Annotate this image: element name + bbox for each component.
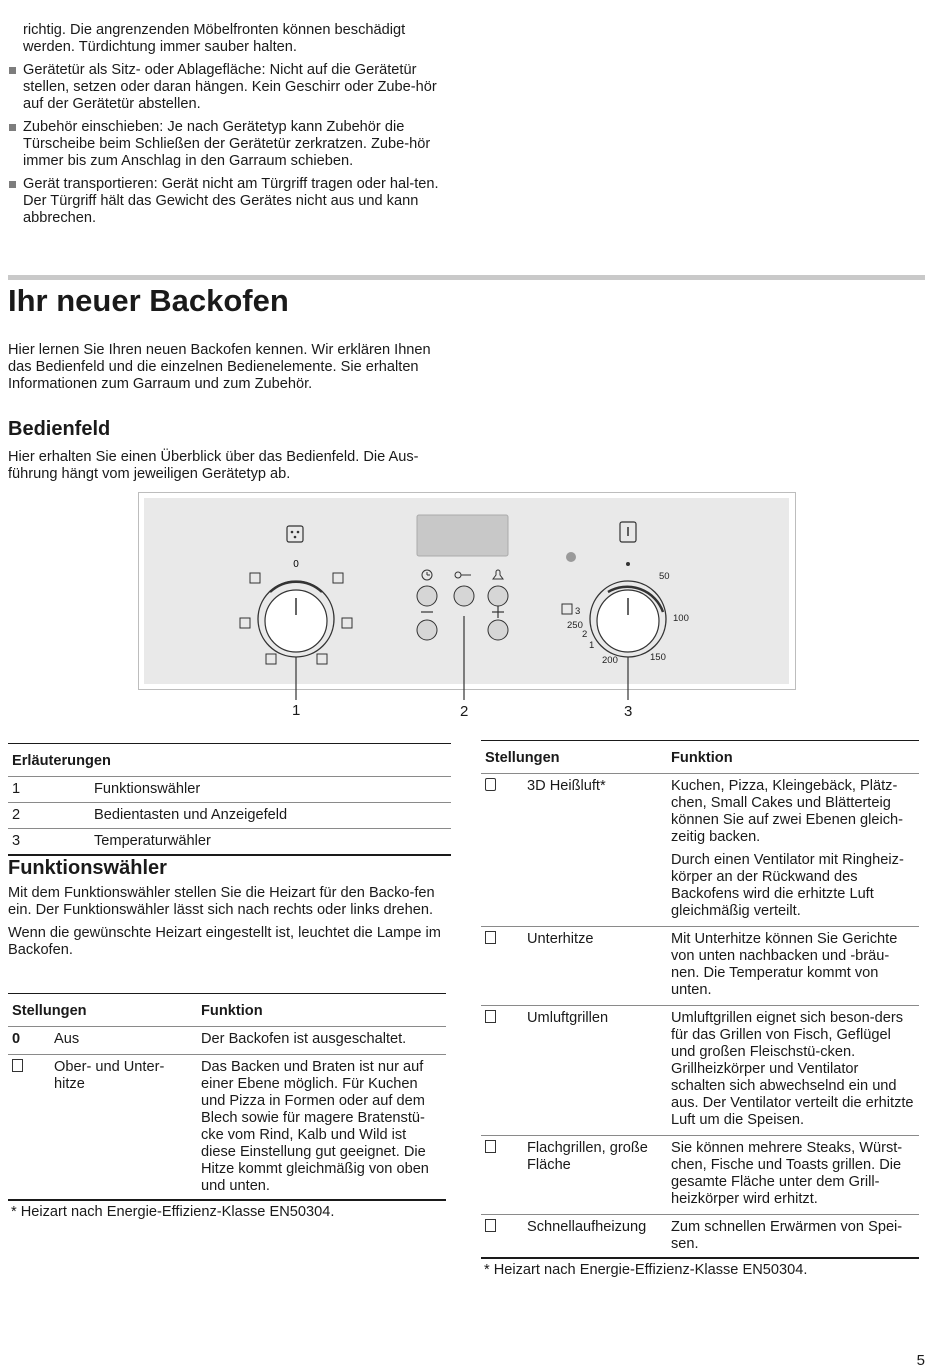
section-title: Ihr neuer Backofen (8, 283, 289, 318)
legend-header: Erläuterungen (12, 753, 111, 769)
control-buttons (417, 570, 508, 700)
table-row (481, 927, 919, 1006)
rapid-heat-icon (250, 573, 260, 583)
legend-table (8, 743, 451, 856)
bullet-text: Gerätetür als Sitz- oder Ablagefläche: Nicht auf die Gerätetür stellen, setzen oder daran hängen. Kein Geschirr oder Zube-hör auf der Gerätetür abstellen. (23, 62, 437, 112)
function-text: Mit Unterhitze können Sie Gerichte von unten nachbacken und -bräu-nen. Die Temperatur kommt von unten. (671, 931, 898, 998)
bullet-text: Zubehör einschieben: Je nach Gerätetyp kann Zubehör die Türscheibe beim Schließen der Gerätetür zerkratzen. Zube-hör immer bis zum Anschlag in den Garraum schieben. (23, 119, 431, 169)
fan-grill-icon (266, 654, 276, 664)
position-label: Ober- und Unter-hitze (54, 1059, 165, 1092)
positions-table-left (8, 993, 446, 1220)
legend-num: 1 (12, 781, 21, 797)
grill-large-icon (485, 1140, 496, 1153)
bell-icon (493, 570, 503, 579)
funktionswaehler-text (8, 885, 451, 965)
legend-label: Funktionswähler (94, 781, 201, 797)
function-text: Sie können mehrere Steaks, Würst-chen, Fische und Toasts grillen. Die gesamte Fläche unter dem Grill-heizkörper wird erhitzt. (671, 1140, 903, 1207)
key-lock-button (454, 586, 474, 606)
bottom-heat-icon (317, 654, 327, 664)
position-label: Aus (54, 1031, 80, 1047)
grill-large-icon (562, 604, 572, 614)
callout-2: 2 (460, 703, 469, 720)
footnote: * Heizart nach Energie-Effizienz-Klasse EN50304. (484, 1262, 808, 1278)
funktionswaehler-heading: Funktionswähler (8, 857, 167, 879)
temp-label: 250 (567, 620, 583, 631)
function-text: Zum schnellen Erwärmen von Spei-sen. (671, 1219, 903, 1252)
col-positions: Stellungen (12, 1003, 87, 1019)
zero-icon: 0 (12, 1031, 21, 1047)
table-row (481, 774, 919, 927)
col-positions: Stellungen (485, 750, 560, 766)
off-dot-icon (626, 562, 630, 566)
paragraph: Mit dem Funktionswähler stellen Sie die Heizart für den Backo-fen ein. Der Funktionswähler lässt sich nach rechts oder links drehen. (8, 885, 435, 918)
minus-button (417, 620, 437, 640)
function-text: Umluftgrillen eignet sich beson-ders für das Grillen von Fisch, Geflügel und großen Fleischstü-cken. Grillheizkörper und Ventilator schalten sich abwechselnd ein und aus. Der Ventilator verteilt die erhitzte Luft um die Speisen. (671, 1010, 914, 1128)
key-icon (455, 572, 461, 578)
grill-level-label: 1 (589, 640, 595, 651)
position-label: Unterhitze (527, 931, 594, 947)
grill-level-label: 2 (582, 629, 588, 640)
temp-label: 150 (650, 652, 666, 663)
table-row (481, 1215, 919, 1259)
callout-3: 3 (624, 703, 633, 720)
function-text: Das Backen und Braten ist nur auf einer Ebene möglich. Für Kuchen und Pizza in Formen oder auf dem Blech sowie für magere Bratenstü-cke vom Rind, Kalb und Wild ist diese Einstellung gut geeignet. Die Hitze kommt gleichmäßig von oben und unten. (201, 1059, 429, 1194)
table-row (8, 1027, 446, 1055)
function-selector-knob (258, 581, 334, 700)
position-label: 3D Heißluft* (527, 778, 606, 794)
footnote: * Heizart nach Energie-Effizienz-Klasse EN50304. (11, 1204, 335, 1220)
table-row (481, 1136, 919, 1215)
function-text: Kuchen, Pizza, Kleingebäck, Plätz-chen, Small Cakes und Blätterteig können Sie auf zwei Ebenen gleich-zeitig backen. (671, 778, 904, 845)
rapid-heat-icon (485, 1219, 496, 1232)
function-text: Durch einen Ventilator mit Ringheiz-körper an der Rückwand des Backofens wird die erhitzte Luft gleichmäßig verteilt. (671, 852, 904, 919)
table-row (8, 803, 451, 829)
paragraph: Wenn die gewünschte Heizart eingestellt ist, leuchtet die Lampe im Backofen. (8, 925, 441, 958)
function-zero-label: 0 (293, 559, 299, 570)
grill-level-label: 3 (575, 606, 581, 617)
bullet-text: Gerät transportieren: Gerät nicht am Türgriff tragen oder hal-ten. Der Türgriff hält das Gewicht des Gerätes nicht aus und kann abbrechen. (23, 176, 439, 226)
top-bottom-heat-icon (12, 1059, 23, 1072)
3d-hot-air-icon (485, 778, 496, 791)
grill-large-icon (240, 618, 250, 628)
col-function: Funktion (671, 750, 733, 766)
bullet-continuation: richtig. Die angrenzenden Möbelfronten können beschädigt werden. Türdichtung immer sauber halten. (23, 22, 406, 55)
fan-grill-icon (485, 1010, 496, 1023)
legend-num: 2 (12, 807, 21, 823)
plus-button (488, 620, 508, 640)
display-field (417, 515, 508, 556)
section-intro: Hier lernen Sie Ihren neuen Backofen kennen. Wir erklären Ihnen das Bedienfeld und die einzelnen Bedienelemente. Sie erhalten Informationen zum Garraum und zum Zubehör. (8, 342, 431, 392)
table-row (8, 777, 451, 803)
position-label: Schnellaufheizung (527, 1219, 647, 1235)
callout-1: 1 (292, 702, 301, 719)
clock-button (417, 586, 437, 606)
legend-label: Bedientasten und Anzeigefeld (94, 807, 288, 823)
table-row (481, 1006, 919, 1136)
position-label: Flachgrillen, große Fläche (527, 1140, 648, 1173)
temp-label: 100 (673, 613, 689, 624)
position-label: Umluftgrillen (527, 1010, 609, 1026)
table-row (8, 829, 451, 856)
function-selector-symbol-icon (287, 526, 303, 542)
temp-label: 200 (602, 655, 618, 666)
bedienfeld-intro: Hier erhalten Sie einen Überblick über das Bedienfeld. Die Aus-führung hängt vom jeweiligen Gerätetyp ab. (8, 449, 419, 482)
top-bottom-heat-icon (333, 573, 343, 583)
indicator-lamp (566, 552, 576, 562)
3d-hot-air-icon (342, 618, 352, 628)
col-function: Funktion (201, 1003, 263, 1019)
function-text: Der Backofen ist ausgeschaltet. (201, 1031, 407, 1047)
bottom-heat-icon (485, 931, 496, 944)
legend-label: Temperaturwähler (94, 833, 211, 849)
bedienfeld-heading: Bedienfeld (8, 418, 111, 440)
table-row (8, 1055, 446, 1201)
timer-button (488, 586, 508, 606)
page-number: 5 (916, 1352, 925, 1369)
legend-num: 3 (12, 833, 21, 849)
temp-label: 50 (659, 571, 670, 582)
positions-table-right (481, 740, 919, 1278)
